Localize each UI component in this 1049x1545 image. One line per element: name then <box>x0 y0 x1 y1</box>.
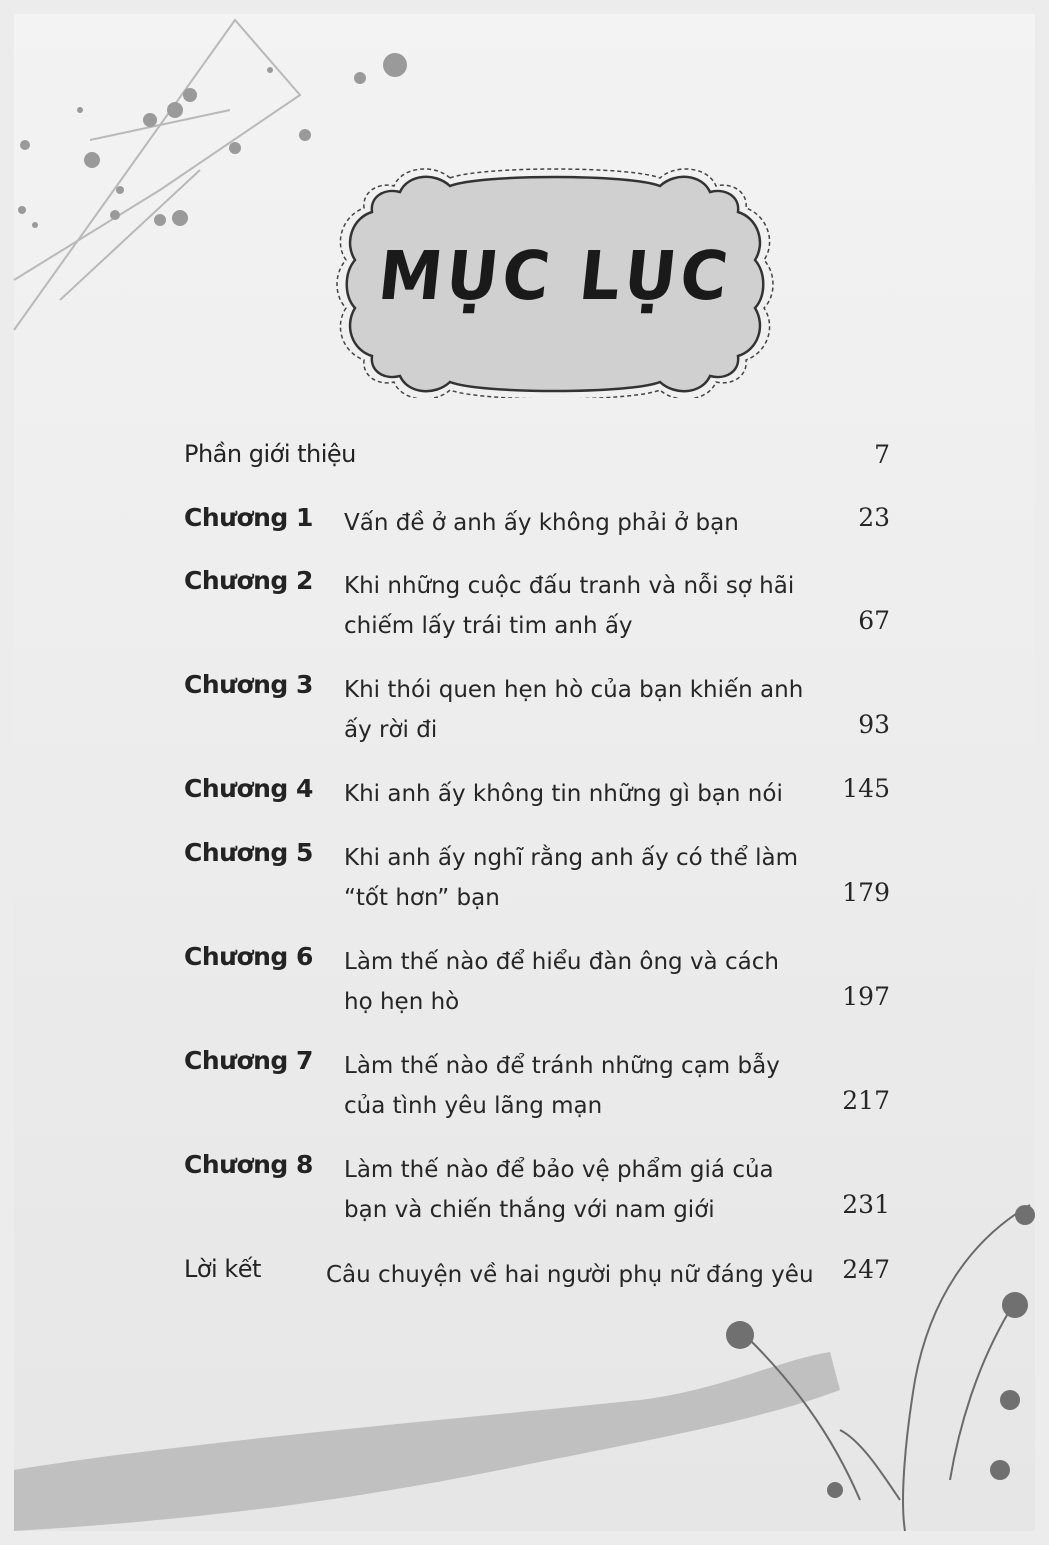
chapter-page-number: 197 <box>842 982 890 1011</box>
intro-page-number: 7 <box>874 440 890 469</box>
page-title: MỤC LỤC <box>374 238 736 316</box>
chapter-label: Chương 8 <box>184 1150 313 1179</box>
epilogue-label: Lời kết <box>184 1255 261 1283</box>
chapter-page-number: 217 <box>842 1086 890 1115</box>
chapter-label: Chương 2 <box>184 566 313 595</box>
chapter-label: Chương 4 <box>184 774 313 803</box>
chapter-page-number: 67 <box>858 606 890 635</box>
chapter-label: Chương 1 <box>184 503 313 532</box>
chapter-title: Khi anh ấy không tin những gì bạn nói <box>344 781 783 807</box>
chapter-page-number: 93 <box>858 710 890 739</box>
chapter-page-number: 23 <box>858 503 890 532</box>
chapter-label: Chương 3 <box>184 670 313 699</box>
chapter-title: Khi anh ấy nghĩ rằng anh ấy có thể làm “tốt hơn” bạn <box>344 845 798 911</box>
chapter-title: Làm thế nào để tránh những cạm bẫy của tình yêu lãng mạn <box>344 1053 780 1119</box>
chapter-title: Làm thế nào để bảo vệ phẩm giá của bạn và chiến thắng với nam giới <box>344 1157 774 1223</box>
intro-label: Phần giới thiệu <box>184 440 356 468</box>
chapter-title: Khi thói quen hẹn hò của bạn khiến anh ấy rời đi <box>344 677 804 743</box>
chapter-label: Chương 7 <box>184 1046 313 1075</box>
chapter-label: Chương 5 <box>184 838 313 867</box>
chapter-page-number: 145 <box>842 774 890 803</box>
epilogue-title: Câu chuyện về hai người phụ nữ đáng yêu <box>326 1262 814 1288</box>
chapter-title: Vấn đề ở anh ấy không phải ở bạn <box>344 510 739 536</box>
epilogue-page-number: 247 <box>842 1255 890 1284</box>
chapter-title: Khi những cuộc đấu tranh và nỗi sợ hãi chiếm lấy trái tim anh ấy <box>344 573 795 639</box>
chapter-label: Chương 6 <box>184 942 313 971</box>
chapter-page-number: 231 <box>842 1190 890 1219</box>
chapter-title: Làm thế nào để hiểu đàn ông và cách họ hẹn hò <box>344 949 779 1015</box>
chapter-page-number: 179 <box>842 878 890 907</box>
